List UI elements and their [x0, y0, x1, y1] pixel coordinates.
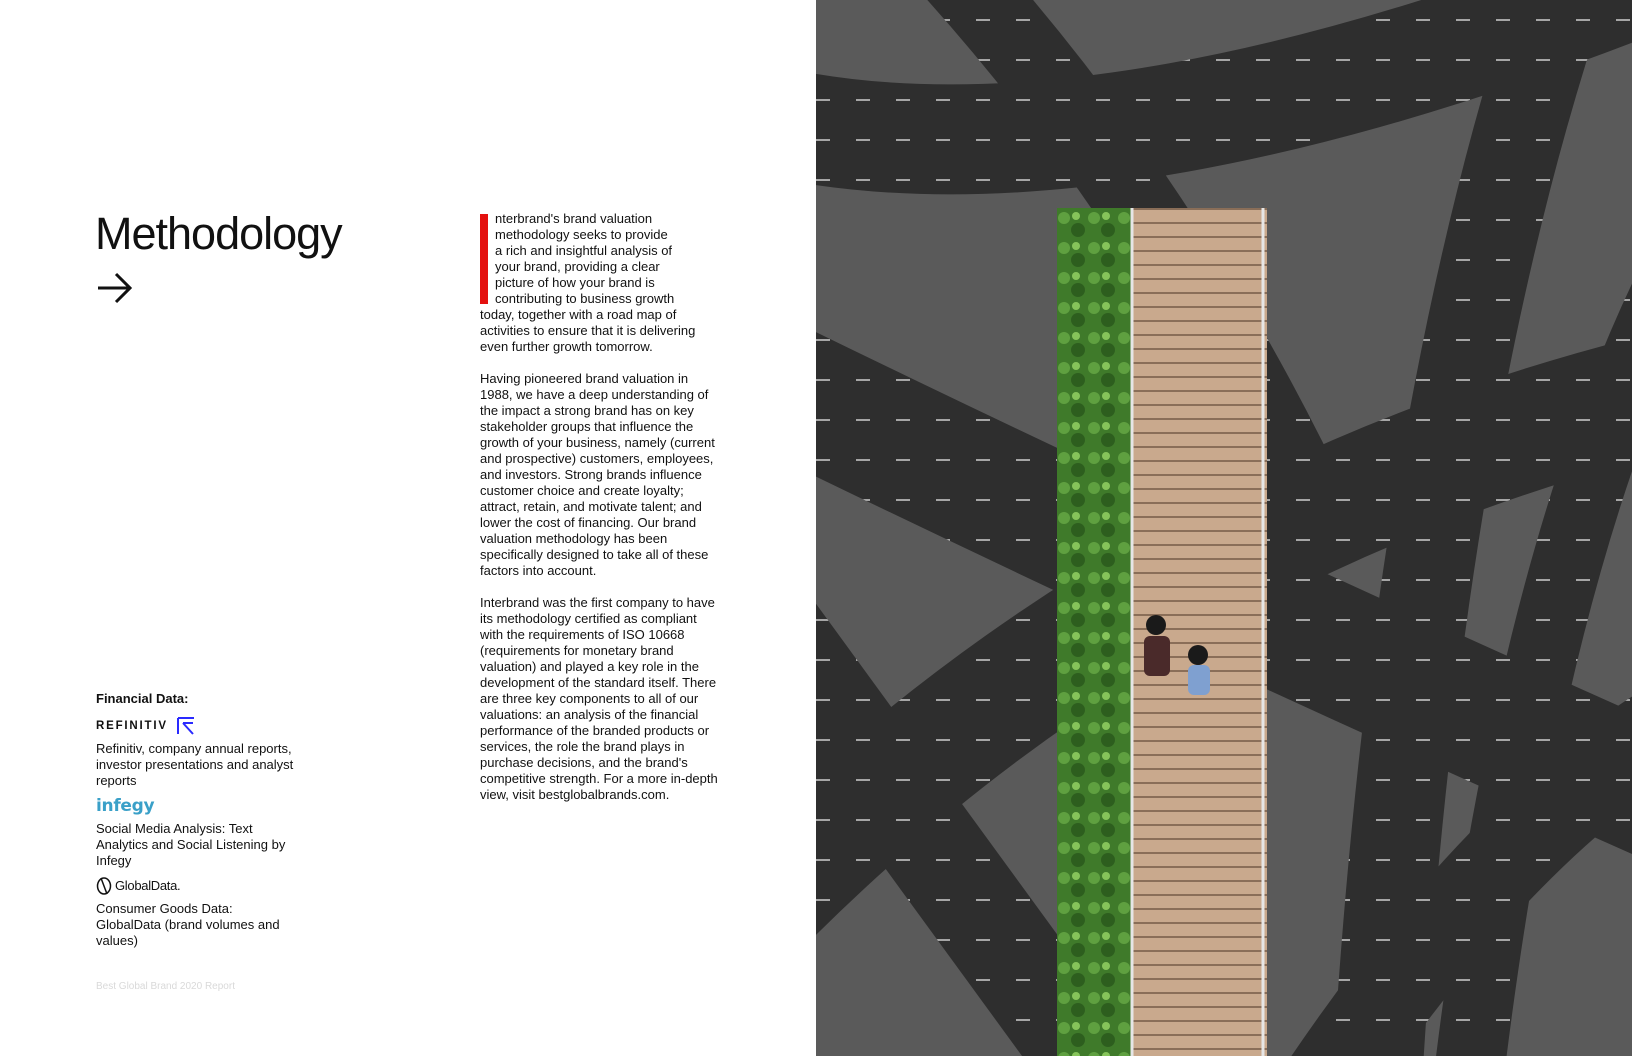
intro-line: picture of how your brand is — [495, 275, 655, 290]
refinitiv-description: Refinitiv, company annual reports, investor presentations and analyst reports — [96, 741, 294, 788]
aerial-photo — [816, 0, 1632, 1056]
paragraph-history: Having pioneered brand valuation in 1988, we have a deep understanding of the impact a strong brand has on key stakeholder groups that influence the growth of your business, namely (current and prospective) customers, employees, and investors. Strong brands influence customer choice and create loyalty; attract, retain, and motivate talent; and lower the cost of financing. Our brand valuation methodology has been specifically designed to take all of these factors into account. — [480, 371, 715, 578]
footer-report-title: Best Global Brand 2020 Report — [96, 981, 235, 992]
globaldata-wordmark: GlobalData. — [115, 878, 181, 893]
page-title: Methodology — [95, 208, 342, 259]
intro-line: activities to ensure that it is delivering — [480, 323, 696, 338]
refinitiv-logo — [96, 715, 296, 737]
intro-line: today, together with a road map of — [480, 307, 677, 322]
globaldata-mark-icon — [96, 876, 112, 896]
intro-paragraph — [480, 211, 720, 355]
refinitiv-mark-icon — [176, 716, 196, 736]
refinitiv-wordmark: REFINITIV — [96, 720, 168, 732]
intro-line: contributing to business growth — [495, 291, 675, 306]
intro-line: nterbrand's brand valuation — [495, 211, 653, 226]
intro-line: methodology seeks to provide — [495, 227, 668, 242]
body-text — [480, 211, 720, 819]
intro-line: even further growth tomorrow. — [480, 339, 653, 354]
infegy-description: Social Media Analysis: Text Analytics and Social Listening by Infegy — [96, 821, 286, 868]
globaldata-logo — [96, 875, 296, 897]
intro-line: your brand, providing a clear — [495, 259, 660, 274]
arrow-right-icon — [96, 270, 136, 306]
data-sources — [96, 691, 296, 955]
sources-heading: Financial Data: — [96, 691, 189, 706]
infegy-logo: infegy — [96, 796, 155, 816]
intro-line: a rich and insightful analysis of — [495, 243, 673, 258]
infegy-logo-row — [96, 795, 296, 817]
walkway-inset — [1057, 208, 1267, 1056]
globaldata-description: Consumer Goods Data: GlobalData (brand volumes and values) — [96, 901, 280, 948]
paragraph-certification: Interbrand was the first company to have its methodology certified as compliant with the requirements of ISO 10668 (requirements for monetary brand valuation) and played a key role in the development of the standard itself. There are three key components to all of our valuations: an analysis of the financial performance of the branded products or services, the role the brand plays in purchase decisions, and the brand's competitive strength. For a more in-depth view, visit bestglobalbrands.com. — [480, 595, 718, 802]
